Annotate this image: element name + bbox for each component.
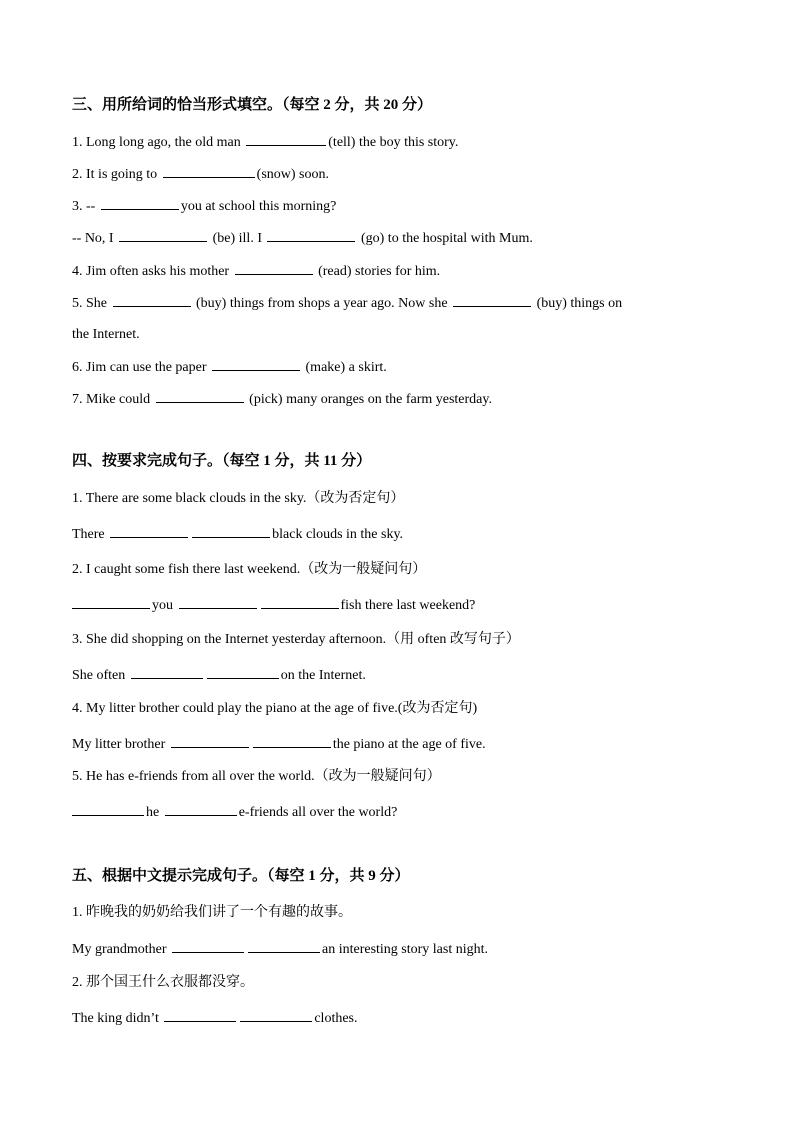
s3-q1-text-a: 1. Long long ago, the old man bbox=[72, 135, 245, 150]
s3-q2-text-a: 2. It is going to bbox=[72, 167, 161, 182]
s5-answer-1 bbox=[72, 940, 488, 959]
s3-q7-text-b: (pick) many oranges on the farm yesterday. bbox=[245, 392, 492, 407]
answer-blank[interactable] bbox=[179, 596, 257, 609]
answer-blank[interactable] bbox=[192, 525, 270, 538]
s5-a1-text-a: My grandmother bbox=[72, 942, 170, 957]
s3-q3r-text-b: (be) ill. I bbox=[209, 231, 266, 246]
s4-a4-text-b: the piano at the age of five. bbox=[332, 737, 486, 752]
s5-a2-text-a: The king didn’t bbox=[72, 1011, 163, 1026]
answer-blank[interactable] bbox=[171, 735, 249, 748]
s5-a2-text-b: clothes. bbox=[314, 1011, 358, 1026]
s3-q5-text-c: (buy) things on bbox=[533, 296, 623, 311]
s3-q3r-text-a: -- No, I bbox=[72, 231, 118, 246]
s4-answer-5 bbox=[72, 803, 397, 822]
s4-a1-text-a: There bbox=[72, 527, 109, 542]
s4-a3-text-b: on the Internet. bbox=[280, 668, 366, 683]
s5-question-1: 1. 昨晚我的奶奶给我们讲了一个有趣的故事。 bbox=[72, 905, 352, 920]
answer-blank[interactable] bbox=[261, 596, 339, 609]
s4-a1-text-b: black clouds in the sky. bbox=[272, 527, 404, 542]
s4-question-5: 5. He has e-friends from all over the world.（改为一般疑问句） bbox=[72, 769, 441, 784]
s4-a5-text-a: he bbox=[146, 805, 163, 820]
s3-q4-text-b: (read) stories for him. bbox=[314, 264, 441, 279]
s4-question-3: 3. She did shopping on the Internet yesterday afternoon.（用 often 改写句子） bbox=[72, 632, 520, 647]
answer-blank[interactable] bbox=[248, 940, 320, 953]
answer-blank[interactable] bbox=[253, 735, 331, 748]
answer-blank[interactable] bbox=[207, 666, 279, 679]
s3-question-3 bbox=[72, 197, 336, 216]
section-5-heading: 五、根据中文提示完成句子。（每空 1 分，共 9 分） bbox=[72, 868, 410, 884]
s4-a5-text-b: e-friends all over the world? bbox=[238, 805, 398, 820]
answer-blank[interactable] bbox=[267, 229, 355, 242]
answer-blank[interactable] bbox=[240, 1009, 312, 1022]
s4-question-1: 1. There are some black clouds in the sky.（改为否定句） bbox=[72, 491, 405, 506]
s3-question-6 bbox=[72, 358, 387, 377]
s3-q3-text-a: 3. -- bbox=[72, 199, 99, 214]
answer-blank[interactable] bbox=[101, 197, 179, 210]
answer-blank[interactable] bbox=[72, 803, 144, 816]
answer-blank[interactable] bbox=[235, 262, 313, 275]
answer-blank[interactable] bbox=[212, 358, 300, 371]
s3-q4-text-a: 4. Jim often asks his mother bbox=[72, 264, 233, 279]
answer-blank[interactable] bbox=[164, 1009, 236, 1022]
s3-question-7 bbox=[72, 390, 492, 409]
s3-q5-text-b: (buy) things from shops a year ago. Now she bbox=[192, 296, 452, 311]
answer-blank[interactable] bbox=[453, 294, 531, 307]
answer-blank[interactable] bbox=[246, 133, 326, 146]
answer-blank[interactable] bbox=[165, 803, 237, 816]
s3-question-1 bbox=[72, 133, 458, 152]
s3-question-2 bbox=[72, 165, 329, 184]
s4-question-4: 4. My litter brother could play the piano at the age of five.(改为否定句) bbox=[72, 701, 478, 716]
answer-blank[interactable] bbox=[163, 165, 255, 178]
s4-a3-text-a: She often bbox=[72, 668, 129, 683]
s3-q5-text-a: 5. She bbox=[72, 296, 111, 311]
s3-question-5 bbox=[72, 294, 622, 313]
s4-a4-text-a: My litter brother bbox=[72, 737, 169, 752]
s3-q6-text-b: (make) a skirt. bbox=[302, 360, 387, 375]
s4-question-2: 2. I caught some fish there last weekend.（改为一般疑问句） bbox=[72, 562, 427, 577]
s4-a2-text-b: fish there last weekend? bbox=[340, 598, 476, 613]
answer-blank[interactable] bbox=[113, 294, 191, 307]
s3-q1-text-b: (tell) the boy this story. bbox=[328, 135, 459, 150]
section-4-heading: 四、按要求完成句子。（每空 1 分，共 11 分） bbox=[72, 453, 372, 469]
s4-answer-1 bbox=[72, 525, 403, 544]
s3-q2-text-b: (snow) soon. bbox=[256, 167, 330, 182]
s5-question-2: 2. 那个国王什么衣服都没穿。 bbox=[72, 975, 254, 990]
answer-blank[interactable] bbox=[156, 390, 244, 403]
answer-blank[interactable] bbox=[119, 229, 207, 242]
s4-answer-4 bbox=[72, 735, 486, 754]
answer-blank[interactable] bbox=[172, 940, 244, 953]
answer-blank[interactable] bbox=[131, 666, 203, 679]
s3-question-4 bbox=[72, 262, 440, 281]
s3-q3-text-b: you at school this morning? bbox=[180, 199, 337, 214]
answer-blank[interactable] bbox=[110, 525, 188, 538]
s3-q7-text-a: 7. Mike could bbox=[72, 392, 154, 407]
s4-answer-2 bbox=[72, 596, 475, 615]
s4-a2-text-a: you bbox=[152, 598, 177, 613]
s5-answer-2 bbox=[72, 1009, 358, 1028]
s3-question-5-cont: the Internet. bbox=[72, 327, 140, 342]
s3-question-3-reply bbox=[72, 229, 533, 248]
s5-a1-text-b: an interesting story last night. bbox=[321, 942, 489, 957]
s3-q6-text-a: 6. Jim can use the paper bbox=[72, 360, 211, 375]
s3-q3r-text-c: (go) to the hospital with Mum. bbox=[357, 231, 533, 246]
section-3-heading: 三、用所给词的恰当形式填空。（每空 2 分，共 20 分） bbox=[72, 97, 433, 113]
s4-answer-3 bbox=[72, 666, 366, 685]
answer-blank[interactable] bbox=[72, 596, 150, 609]
